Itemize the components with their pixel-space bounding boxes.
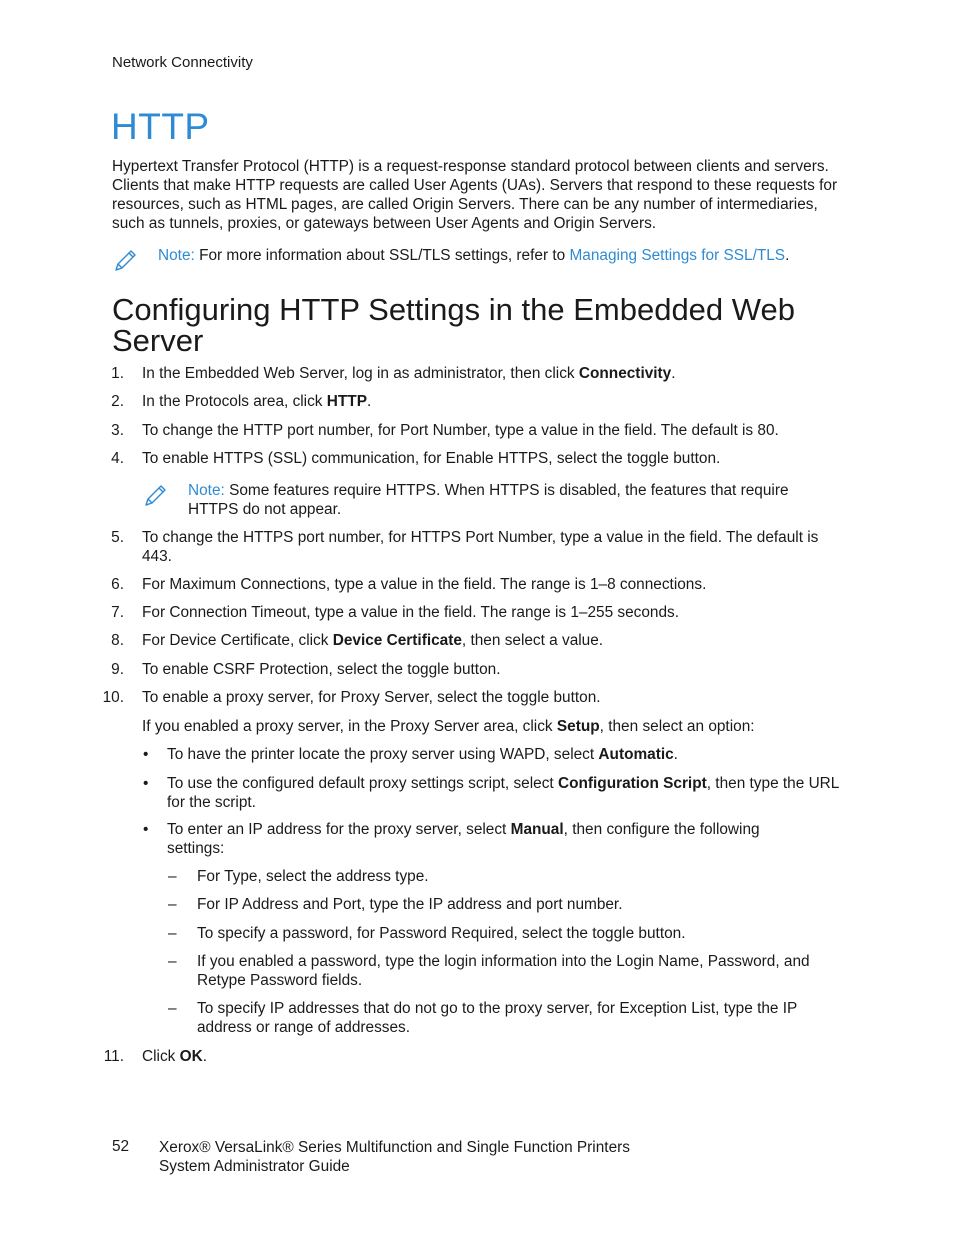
note-text: For more information about SSL/TLS settings, refer to [194,247,570,264]
step-number: 3. [111,422,124,439]
bold-configuration-script: Configuration Script [557,775,707,792]
dash-text: For Type, select the address type. [197,868,429,885]
bold-setup: Setup [556,718,600,735]
step-text-post: . [366,393,372,410]
bullet-post: , then type the URL for the script. [167,775,839,811]
bullet-post: . [673,746,678,763]
step-text-pre: Click [142,1048,180,1065]
step-text-post: , then select a value. [461,632,604,649]
link-managing-ssl-tls[interactable]: Managing Settings for SSL/TLS [569,247,786,264]
note-text: Some features require HTTPS. When HTTPS is disabled, the features that require HTTPS do not appear. [188,482,789,518]
step-text [142,1047,207,1066]
step-number: 1. [111,365,124,382]
pencil-icon [142,483,168,509]
note-ssl-tls [158,246,789,265]
step-text: To enable a proxy server, for Proxy Server, select the toggle button. [142,689,601,706]
note-end: . [785,247,790,264]
note-https [188,481,838,519]
proxy-setup-paragraph [142,717,755,736]
bold-manual: Manual [510,821,564,838]
intro-paragraph: Hypertext Transfer Protocol (HTTP) is a request-response standard protocol between clients and servers. Clients that make HTTP requests are called User Agents (UAs). Servers that respond to these requests for resources, such as HTML pages, are called Origin Servers. There can be any number of intermediaries, such as tunnels, proxies, or gateways between User Agents and Origin Servers. [112,158,838,232]
step-number: 7. [111,604,124,621]
bullet-text [167,774,839,812]
dash-text: If you enabled a password, type the login information into the Login Name, Password, and Retype Password fields. [197,953,810,989]
step-text-pre: For Device Certificate, click [142,632,333,649]
dash-marker: – [168,896,177,913]
step-text: For Maximum Connections, type a value in the field. The range is 1–8 connections. [142,576,707,593]
step-text-post: . [671,365,676,382]
dash-marker: – [168,868,177,885]
step-number: 6. [111,576,124,593]
step-text: For Connection Timeout, type a value in the field. The range is 1–255 seconds. [142,604,680,621]
bullet-post: , then configure the following settings: [167,821,760,857]
paragraph-post: , then select an option: [599,718,755,735]
paragraph-pre: If you enabled a proxy server, in the Proxy Server area, click [142,718,557,735]
dash-text: To specify a password, for Password Required, select the toggle button. [197,925,686,942]
step-number: 4. [111,450,124,467]
step-text [142,364,676,383]
step-text-pre: In the Protocols area, click [142,393,327,410]
page-number: 52 [112,1138,130,1155]
bullet-pre: To have the printer locate the proxy server using WAPD, select [167,746,599,763]
bold-connectivity: Connectivity [578,365,672,382]
note-label: Note: [188,482,225,499]
bullet-marker: • [143,775,149,792]
dash-text: For IP Address and Port, type the IP address and port number. [197,896,623,913]
bold-automatic: Automatic [598,746,674,763]
bullet-pre: To enter an IP address for the proxy server, select [167,821,511,838]
step-number: 5. [111,529,124,546]
dash-marker: – [168,1000,177,1017]
step-number: 8. [111,632,124,649]
dash-text: To specify IP addresses that do not go to the proxy server, for Exception List, type the IP address or range of addresses. [197,1000,797,1036]
footer-title-line2: System Administrator Guide [159,1158,350,1175]
step-text: To change the HTTP port number, for Port Number, type a value in the field. The default is 80. [142,422,779,439]
subsection-title: Configuring HTTP Settings in the Embedded Web Server [112,292,795,358]
bullet-text [167,745,678,764]
dash-marker: – [168,925,177,942]
bold-http: HTTP [326,393,367,410]
step-number: 11. [103,1048,124,1065]
bold-ok: OK [179,1048,203,1065]
bold-device-certificate: Device Certificate [332,632,462,649]
note-label: Note: [158,247,195,264]
bullet-marker: • [143,746,149,763]
step-text: To enable HTTPS (SSL) communication, for Enable HTTPS, select the toggle button. [142,450,721,467]
step-text-post: . [202,1048,207,1065]
step-number: 2. [111,393,124,410]
bullet-marker: • [143,821,149,838]
step-number: 10. [102,689,124,706]
footer-title-line1: Xerox® VersaLink® Series Multifunction and Single Function Printers [159,1139,630,1156]
step-text-pre: In the Embedded Web Server, log in as administrator, then click [142,365,579,382]
bullet-text [167,820,807,858]
pencil-icon [112,248,138,274]
running-header: Network Connectivity [112,54,253,71]
step-text: To enable CSRF Protection, select the toggle button. [142,661,501,678]
step-text: To change the HTTPS port number, for HTTPS Port Number, type a value in the field. The default is 443. [142,529,819,565]
step-text [142,631,603,650]
bullet-pre: To use the configured default proxy settings script, select [167,775,558,792]
section-title: HTTP [111,106,210,147]
step-number: 9. [111,661,124,678]
dash-marker: – [168,953,177,970]
step-text [142,392,371,411]
